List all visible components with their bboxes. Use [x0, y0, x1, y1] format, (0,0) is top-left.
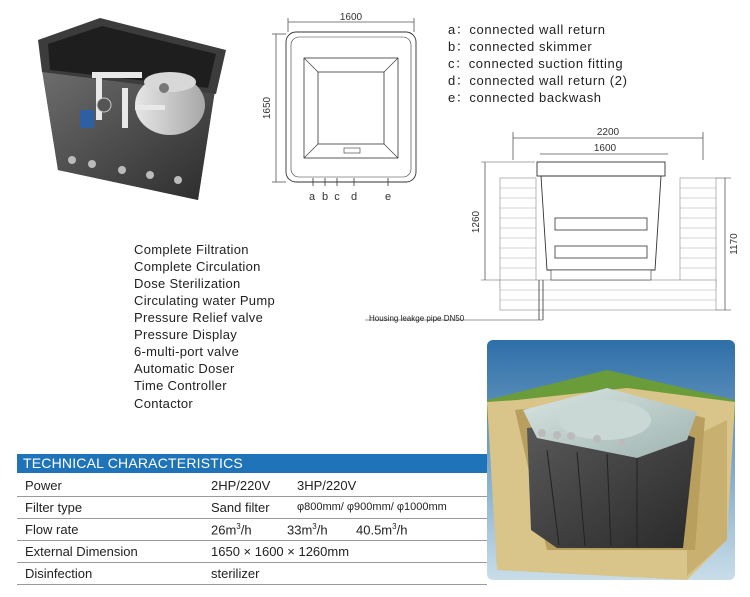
section-inner-width-label: 1600	[593, 143, 617, 154]
row-value-3: $40.5m^3/h$	[356, 522, 408, 538]
feature-item: Dose Sterilization	[134, 276, 241, 291]
feature-item: Pressure Display	[134, 327, 238, 342]
legend-item-d: d：connected wall return (2)	[448, 73, 628, 88]
section-left-height-label: 1260	[471, 210, 482, 234]
table-row	[17, 541, 487, 563]
feature-item: Automatic Doser	[134, 361, 235, 376]
plan-height-label: 1650	[262, 96, 273, 120]
plan-connection-e: e	[384, 191, 392, 203]
plan-connection-b: b	[321, 191, 329, 203]
table-row	[17, 475, 487, 497]
row-value-1: sterilizer	[211, 566, 260, 581]
legend-item-b: b：connected skimmer	[448, 39, 593, 54]
feature-item: Pressure Relief valve	[134, 310, 264, 325]
feature-item: Complete Filtration	[134, 242, 249, 257]
row-label: Filter type	[25, 500, 83, 515]
plan-connection-a: a	[308, 191, 316, 203]
row-value-1: 2HP/220V	[211, 478, 271, 493]
feature-item: Circulating water Pump	[134, 293, 275, 308]
row-value-2: φ800mm/ φ900mm/ φ1000mm	[297, 501, 447, 513]
legend-item-a: a：connected wall return	[448, 22, 606, 37]
feature-item: Time Controller	[134, 378, 227, 393]
feature-item: 6-multi-port valve	[134, 344, 240, 359]
row-value-2: 3HP/220V	[297, 478, 357, 493]
table-row	[17, 497, 487, 519]
section-view-drawing	[365, 120, 745, 335]
product-photo	[30, 10, 230, 210]
installed-view-render	[487, 340, 735, 580]
section-outer-width-label: 2200	[596, 127, 620, 138]
row-label: External Dimension	[25, 544, 138, 559]
table-row	[17, 563, 487, 585]
row-label: Disinfection	[25, 566, 93, 581]
tech-table-header: TECHNICAL CHARACTERISTICS	[17, 454, 487, 473]
row-label: Power	[25, 478, 62, 493]
plan-connection-d: d	[350, 191, 358, 203]
plan-width-label: 1600	[339, 12, 363, 23]
row-value-1: Sand filter	[211, 500, 270, 515]
row-value-2: $33m^3/h$	[287, 522, 328, 538]
feature-item: Complete Circulation	[134, 259, 261, 274]
row-value-1: $26m^3/h$	[211, 522, 252, 538]
section-right-height-label: 1170	[729, 233, 740, 255]
legend-item-c: c：connected suction fitting	[448, 56, 624, 71]
row-value-1: 1650 × 1600 × 1260mm	[211, 544, 350, 559]
table-row	[17, 519, 487, 541]
row-label: Flow rate	[25, 522, 79, 537]
plan-connection-c: c	[334, 191, 340, 203]
pipe-label: Housing leakge pipe DN50	[369, 314, 465, 323]
feature-item: Contactor	[134, 396, 194, 411]
legend-item-e: e：connected backwash	[448, 90, 602, 105]
